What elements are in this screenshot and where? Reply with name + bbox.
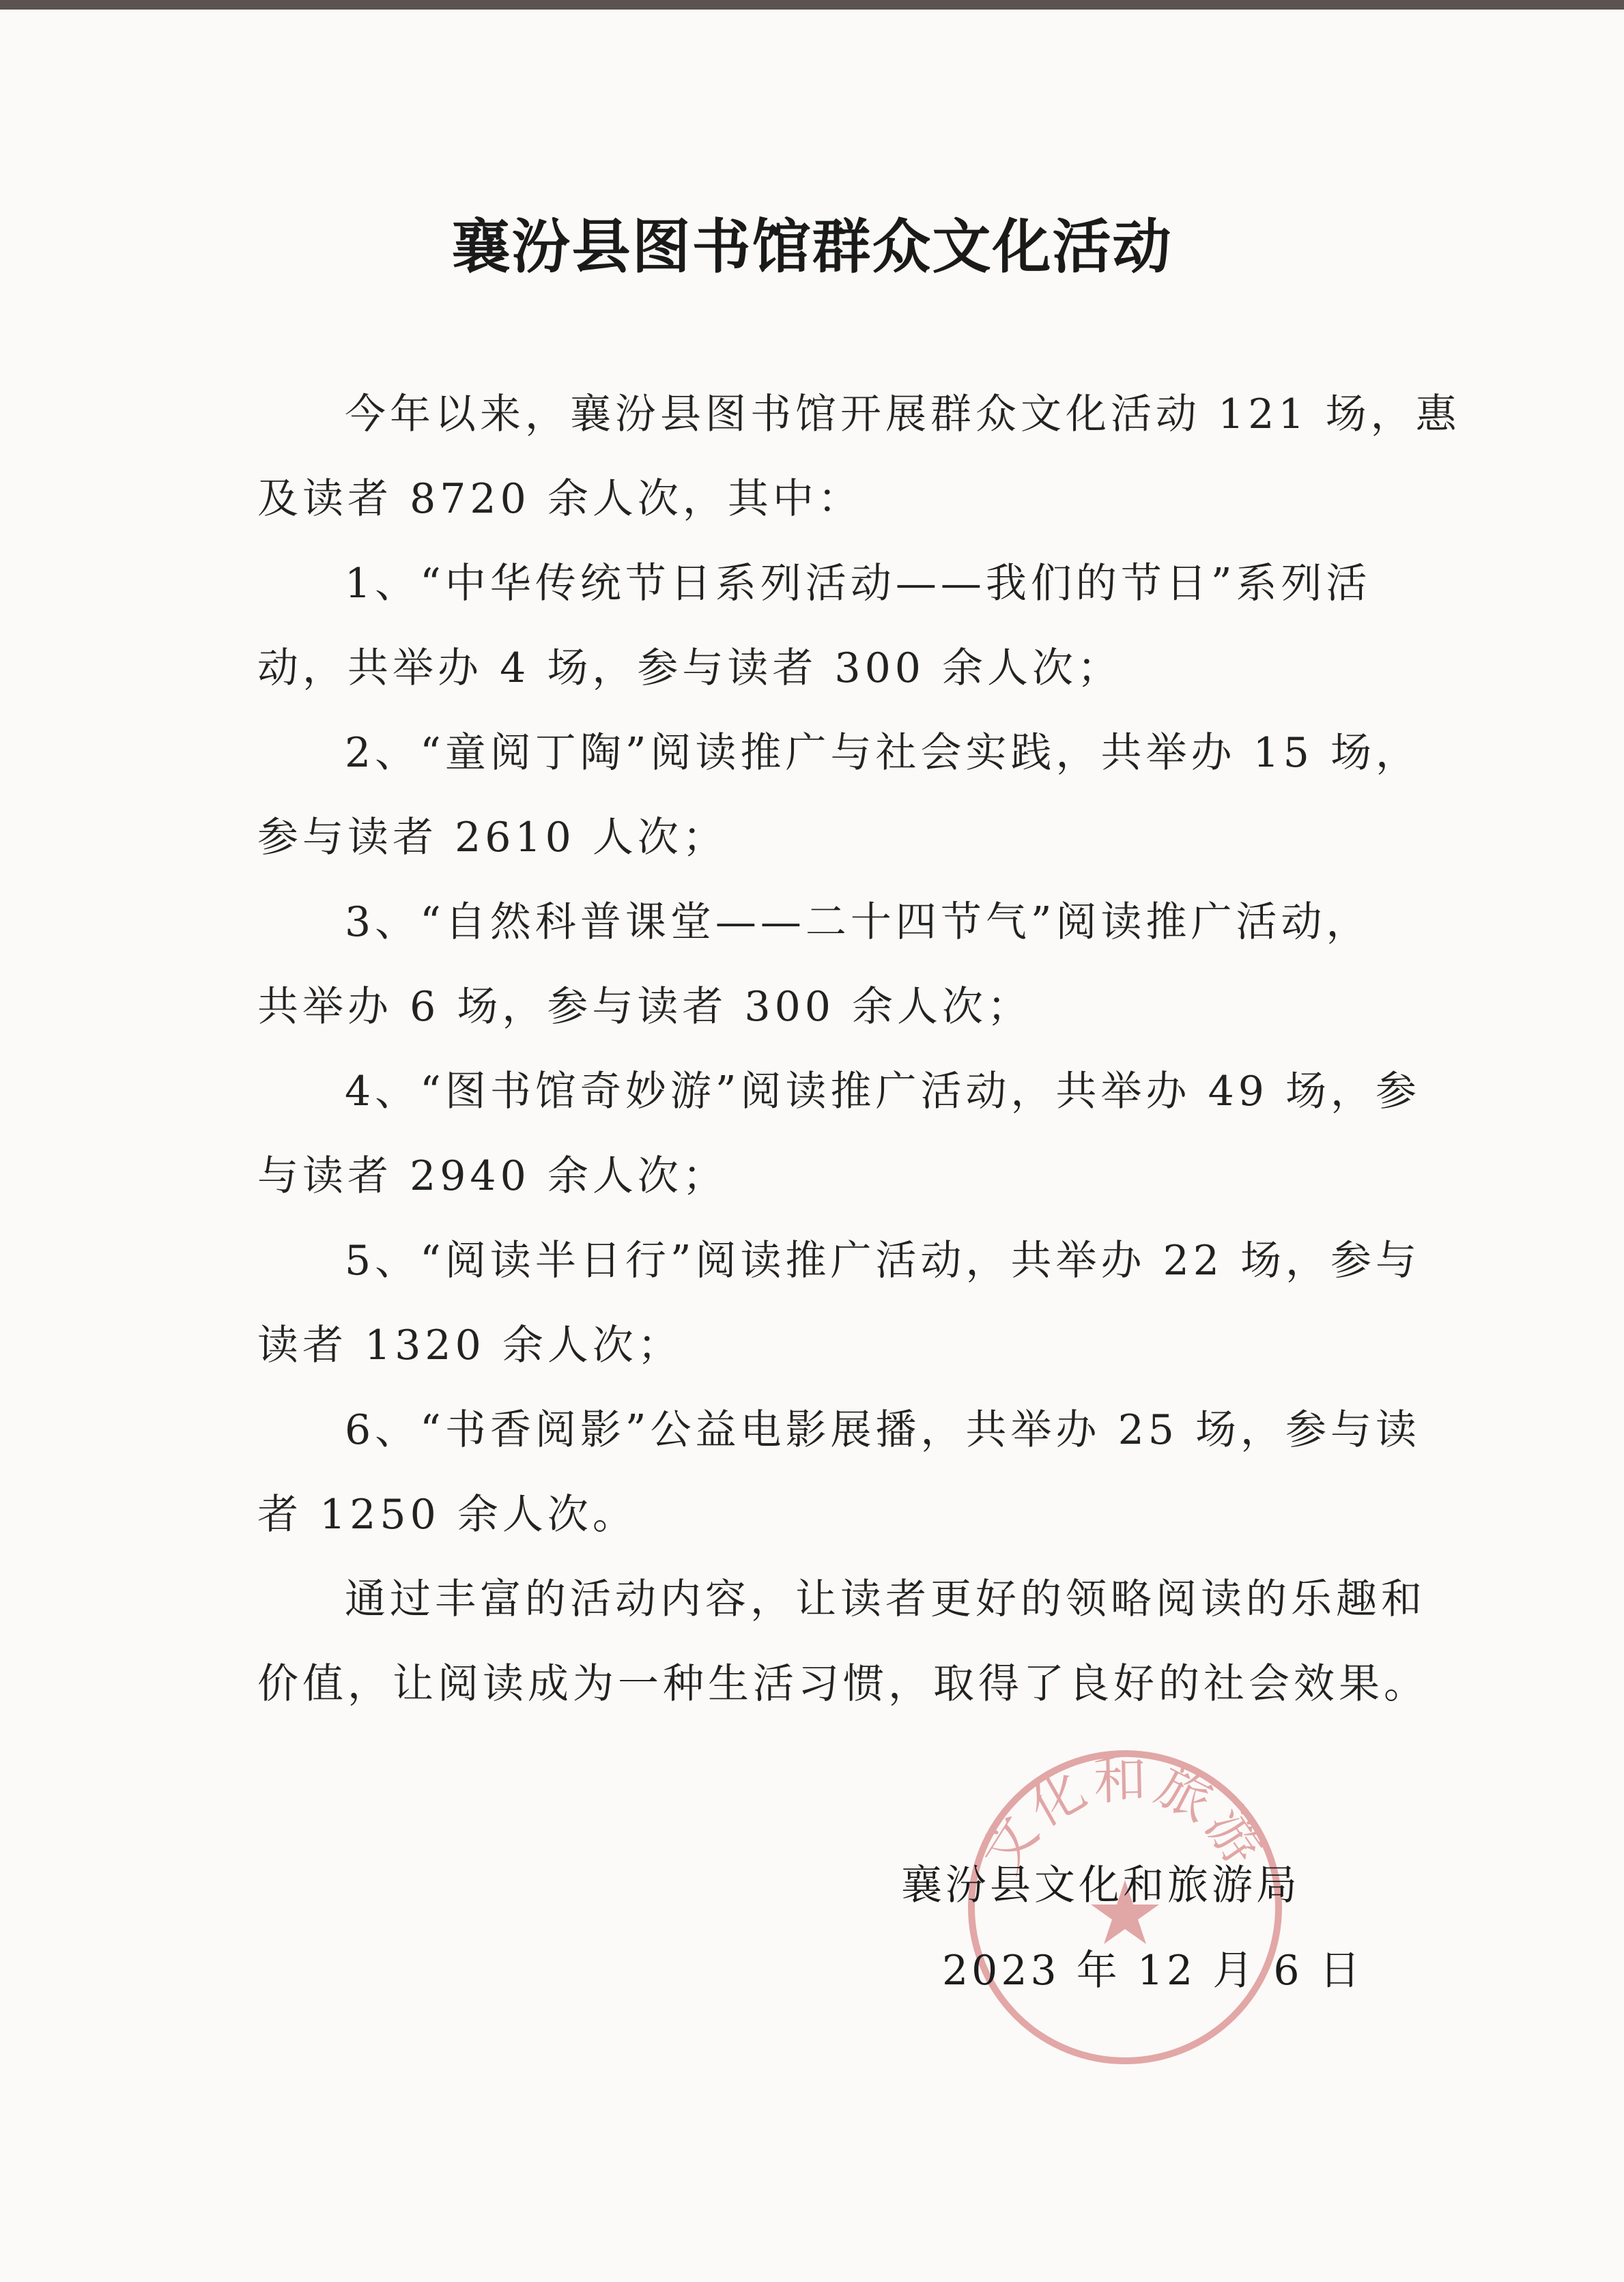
seal-text: 文化和旅游 xyxy=(970,1749,1277,1884)
paragraph-line: 共举办 6 场，参与读者 300 余人次； xyxy=(257,983,1032,1031)
paragraph-line: 5、“阅读半日行”阅读推广活动，共举办 22 场，参与 xyxy=(345,1237,1421,1285)
issuer-name: 襄汾县文化和旅游局 xyxy=(901,1862,1300,1909)
document-page xyxy=(0,10,1624,2282)
paragraph-line: 者 1250 余人次。 xyxy=(257,1491,638,1539)
paragraph-line: 与读者 2940 余人次； xyxy=(257,1152,728,1200)
paragraph-line: 6、“书香阅影”公益电影展播，共举办 25 场，参与读 xyxy=(345,1406,1421,1454)
paragraph-line: 及读者 8720 余人次，其中： xyxy=(257,475,863,523)
issue-date: 2023 年 12 月 6 日 xyxy=(942,1947,1364,1995)
paragraph-line: 今年以来，襄汾县图书馆开展群众文化活动 121 场，惠 xyxy=(345,390,1461,438)
document-title: 襄汾县图书馆群众文化活动 xyxy=(451,213,1173,281)
paragraph-line: 参与读者 2610 人次； xyxy=(257,814,728,861)
paragraph-line: 1、“中华传统节日系列活动——我们的节日”系列活 xyxy=(345,560,1371,608)
paragraph-line: 通过丰富的活动内容，让读者更好的领略阅读的乐趣和 xyxy=(345,1575,1426,1623)
paragraph-line: 读者 1320 余人次； xyxy=(257,1322,683,1369)
paragraph-line: 3、“自然科普课堂——二十四节气”阅读推广活动， xyxy=(345,898,1371,946)
paragraph-line: 2、“童阅丁陶”阅读推广与社会实践，共举办 15 场， xyxy=(345,729,1421,777)
paragraph-line: 4、“图书馆奇妙游”阅读推广活动，共举办 49 场，参 xyxy=(345,1068,1421,1115)
paragraph-line: 价值，让阅读成为一种生活习惯，取得了良好的社会效果。 xyxy=(257,1660,1429,1708)
paragraph-line: 动，共举办 4 场，参与读者 300 余人次； xyxy=(257,644,1122,692)
